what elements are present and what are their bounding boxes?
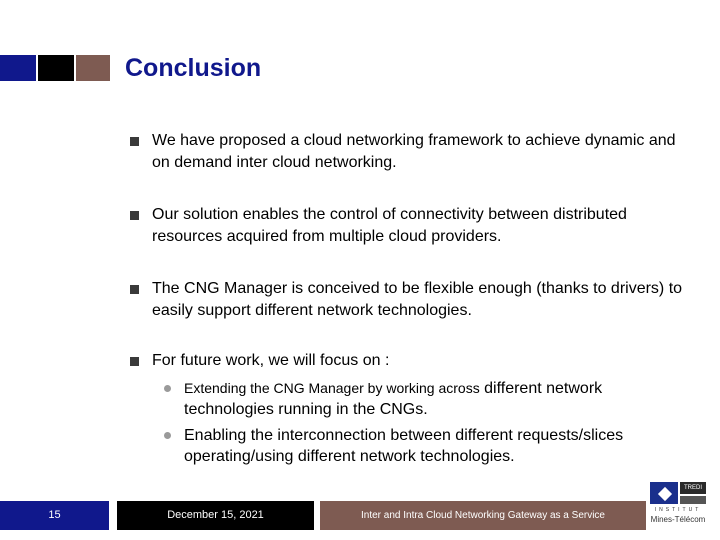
bullet-text: Our solution enables the control of connectivity between distributed resources acquired from multiple cloud providers. xyxy=(152,206,627,245)
presentation-title: Inter and Intra Cloud Networking Gateway as a Service xyxy=(360,510,605,521)
logo-badge: TREDI xyxy=(680,482,706,494)
sub-bullet-text: different network technologies running in the CNGs. xyxy=(184,380,603,418)
bullet-square-icon xyxy=(130,285,139,294)
sub-bullet-text: Enabling the interconnection between different requests/slices operating/using different network technologies. xyxy=(184,427,624,465)
bullet-dot-icon xyxy=(164,385,171,392)
bullet-square-icon xyxy=(130,357,139,366)
header-band-blue xyxy=(0,55,36,81)
footer-title xyxy=(320,501,646,530)
bullet-item xyxy=(128,350,688,467)
logo-bar xyxy=(680,496,706,504)
logo-text-line1: INSTITUT xyxy=(654,507,702,513)
logo-block xyxy=(650,482,678,504)
logo-text-line2: Mines-Télécom xyxy=(650,515,706,524)
slide-title: Conclusion xyxy=(125,54,262,82)
bullet-text: We have proposed a cloud networking framework to achieve dynamic and on demand inter cloud networking. xyxy=(152,132,676,171)
bullet-item xyxy=(128,278,688,322)
bullet-text: The CNG Manager is conceived to be flexible enough (thanks to drivers) to easily support different network technologies. xyxy=(152,280,683,319)
bullet-item xyxy=(128,204,688,248)
sub-bullet-list xyxy=(152,378,688,467)
sub-bullet-item xyxy=(184,425,688,467)
date-text: December 15, 2021 xyxy=(167,509,264,521)
sub-bullet-text-small: Extending the CNG Manager by working across xyxy=(184,380,480,396)
bullet-square-icon xyxy=(130,137,139,146)
sub-bullet-item xyxy=(184,378,688,420)
page-number: 15 xyxy=(48,509,61,521)
bullet-square-icon xyxy=(130,211,139,220)
institution-logo xyxy=(648,480,708,528)
header-band-black xyxy=(38,55,74,81)
footer-date xyxy=(117,501,314,530)
bullet-dot-icon xyxy=(164,432,171,439)
bullet-item xyxy=(128,130,688,174)
footer-page-number xyxy=(0,501,109,530)
header-band-brown xyxy=(76,55,110,81)
bullet-text: For future work, we will focus on : xyxy=(152,352,390,369)
diamond-icon xyxy=(658,487,672,501)
bullet-list xyxy=(128,130,688,472)
